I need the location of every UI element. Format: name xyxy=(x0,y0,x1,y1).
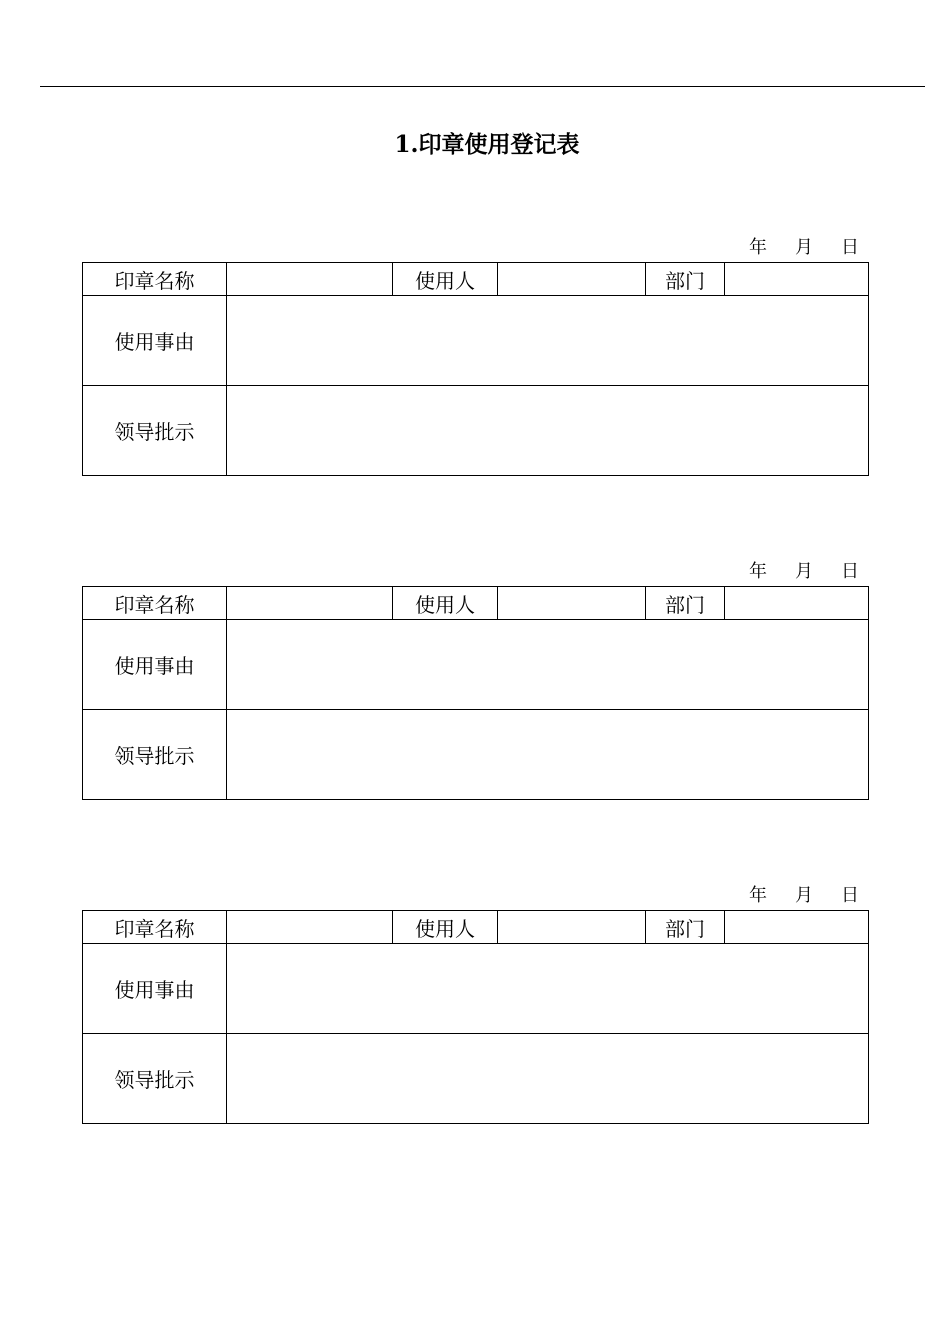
approval-label: 领导批示 xyxy=(83,386,227,476)
department-label: 部门 xyxy=(646,587,725,620)
approval-label: 领导批示 xyxy=(83,710,227,800)
seal-usage-table xyxy=(82,262,869,476)
day-label: 日 xyxy=(841,561,859,582)
user-field[interactable] xyxy=(498,263,646,296)
year-label: 年 xyxy=(749,237,767,258)
approval-field[interactable] xyxy=(227,710,869,800)
approval-field[interactable] xyxy=(227,1034,869,1124)
approval-field[interactable] xyxy=(227,386,869,476)
reason-label: 使用事由 xyxy=(83,944,227,1034)
user-label: 使用人 xyxy=(393,587,498,620)
reason-field[interactable] xyxy=(227,296,869,386)
month-label: 月 xyxy=(795,885,813,906)
reason-label: 使用事由 xyxy=(83,620,227,710)
day-label: 日 xyxy=(841,237,859,258)
seal-name-field[interactable] xyxy=(227,911,393,944)
date-line xyxy=(749,560,859,584)
year-label: 年 xyxy=(749,561,767,582)
seal-name-field[interactable] xyxy=(227,587,393,620)
page-title: 1.印章使用登记表 xyxy=(394,131,580,158)
month-label: 月 xyxy=(795,237,813,258)
user-field[interactable] xyxy=(498,911,646,944)
approval-label: 领导批示 xyxy=(83,1034,227,1124)
seal-name-label: 印章名称 xyxy=(83,587,227,620)
date-line xyxy=(749,884,859,908)
date-line xyxy=(749,236,859,260)
user-field[interactable] xyxy=(498,587,646,620)
reason-field[interactable] xyxy=(227,944,869,1034)
department-label: 部门 xyxy=(646,911,725,944)
year-label: 年 xyxy=(749,885,767,906)
department-field[interactable] xyxy=(725,587,869,620)
seal-name-label: 印章名称 xyxy=(83,911,227,944)
seal-usage-table xyxy=(82,910,869,1124)
user-label: 使用人 xyxy=(393,263,498,296)
department-label: 部门 xyxy=(646,263,725,296)
reason-label: 使用事由 xyxy=(83,296,227,386)
month-label: 月 xyxy=(795,561,813,582)
user-label: 使用人 xyxy=(393,911,498,944)
department-field[interactable] xyxy=(725,911,869,944)
department-field[interactable] xyxy=(725,263,869,296)
seal-usage-table xyxy=(82,586,869,800)
seal-name-label: 印章名称 xyxy=(83,263,227,296)
reason-field[interactable] xyxy=(227,620,869,710)
day-label: 日 xyxy=(841,885,859,906)
seal-name-field[interactable] xyxy=(227,263,393,296)
header-rule xyxy=(40,86,925,87)
